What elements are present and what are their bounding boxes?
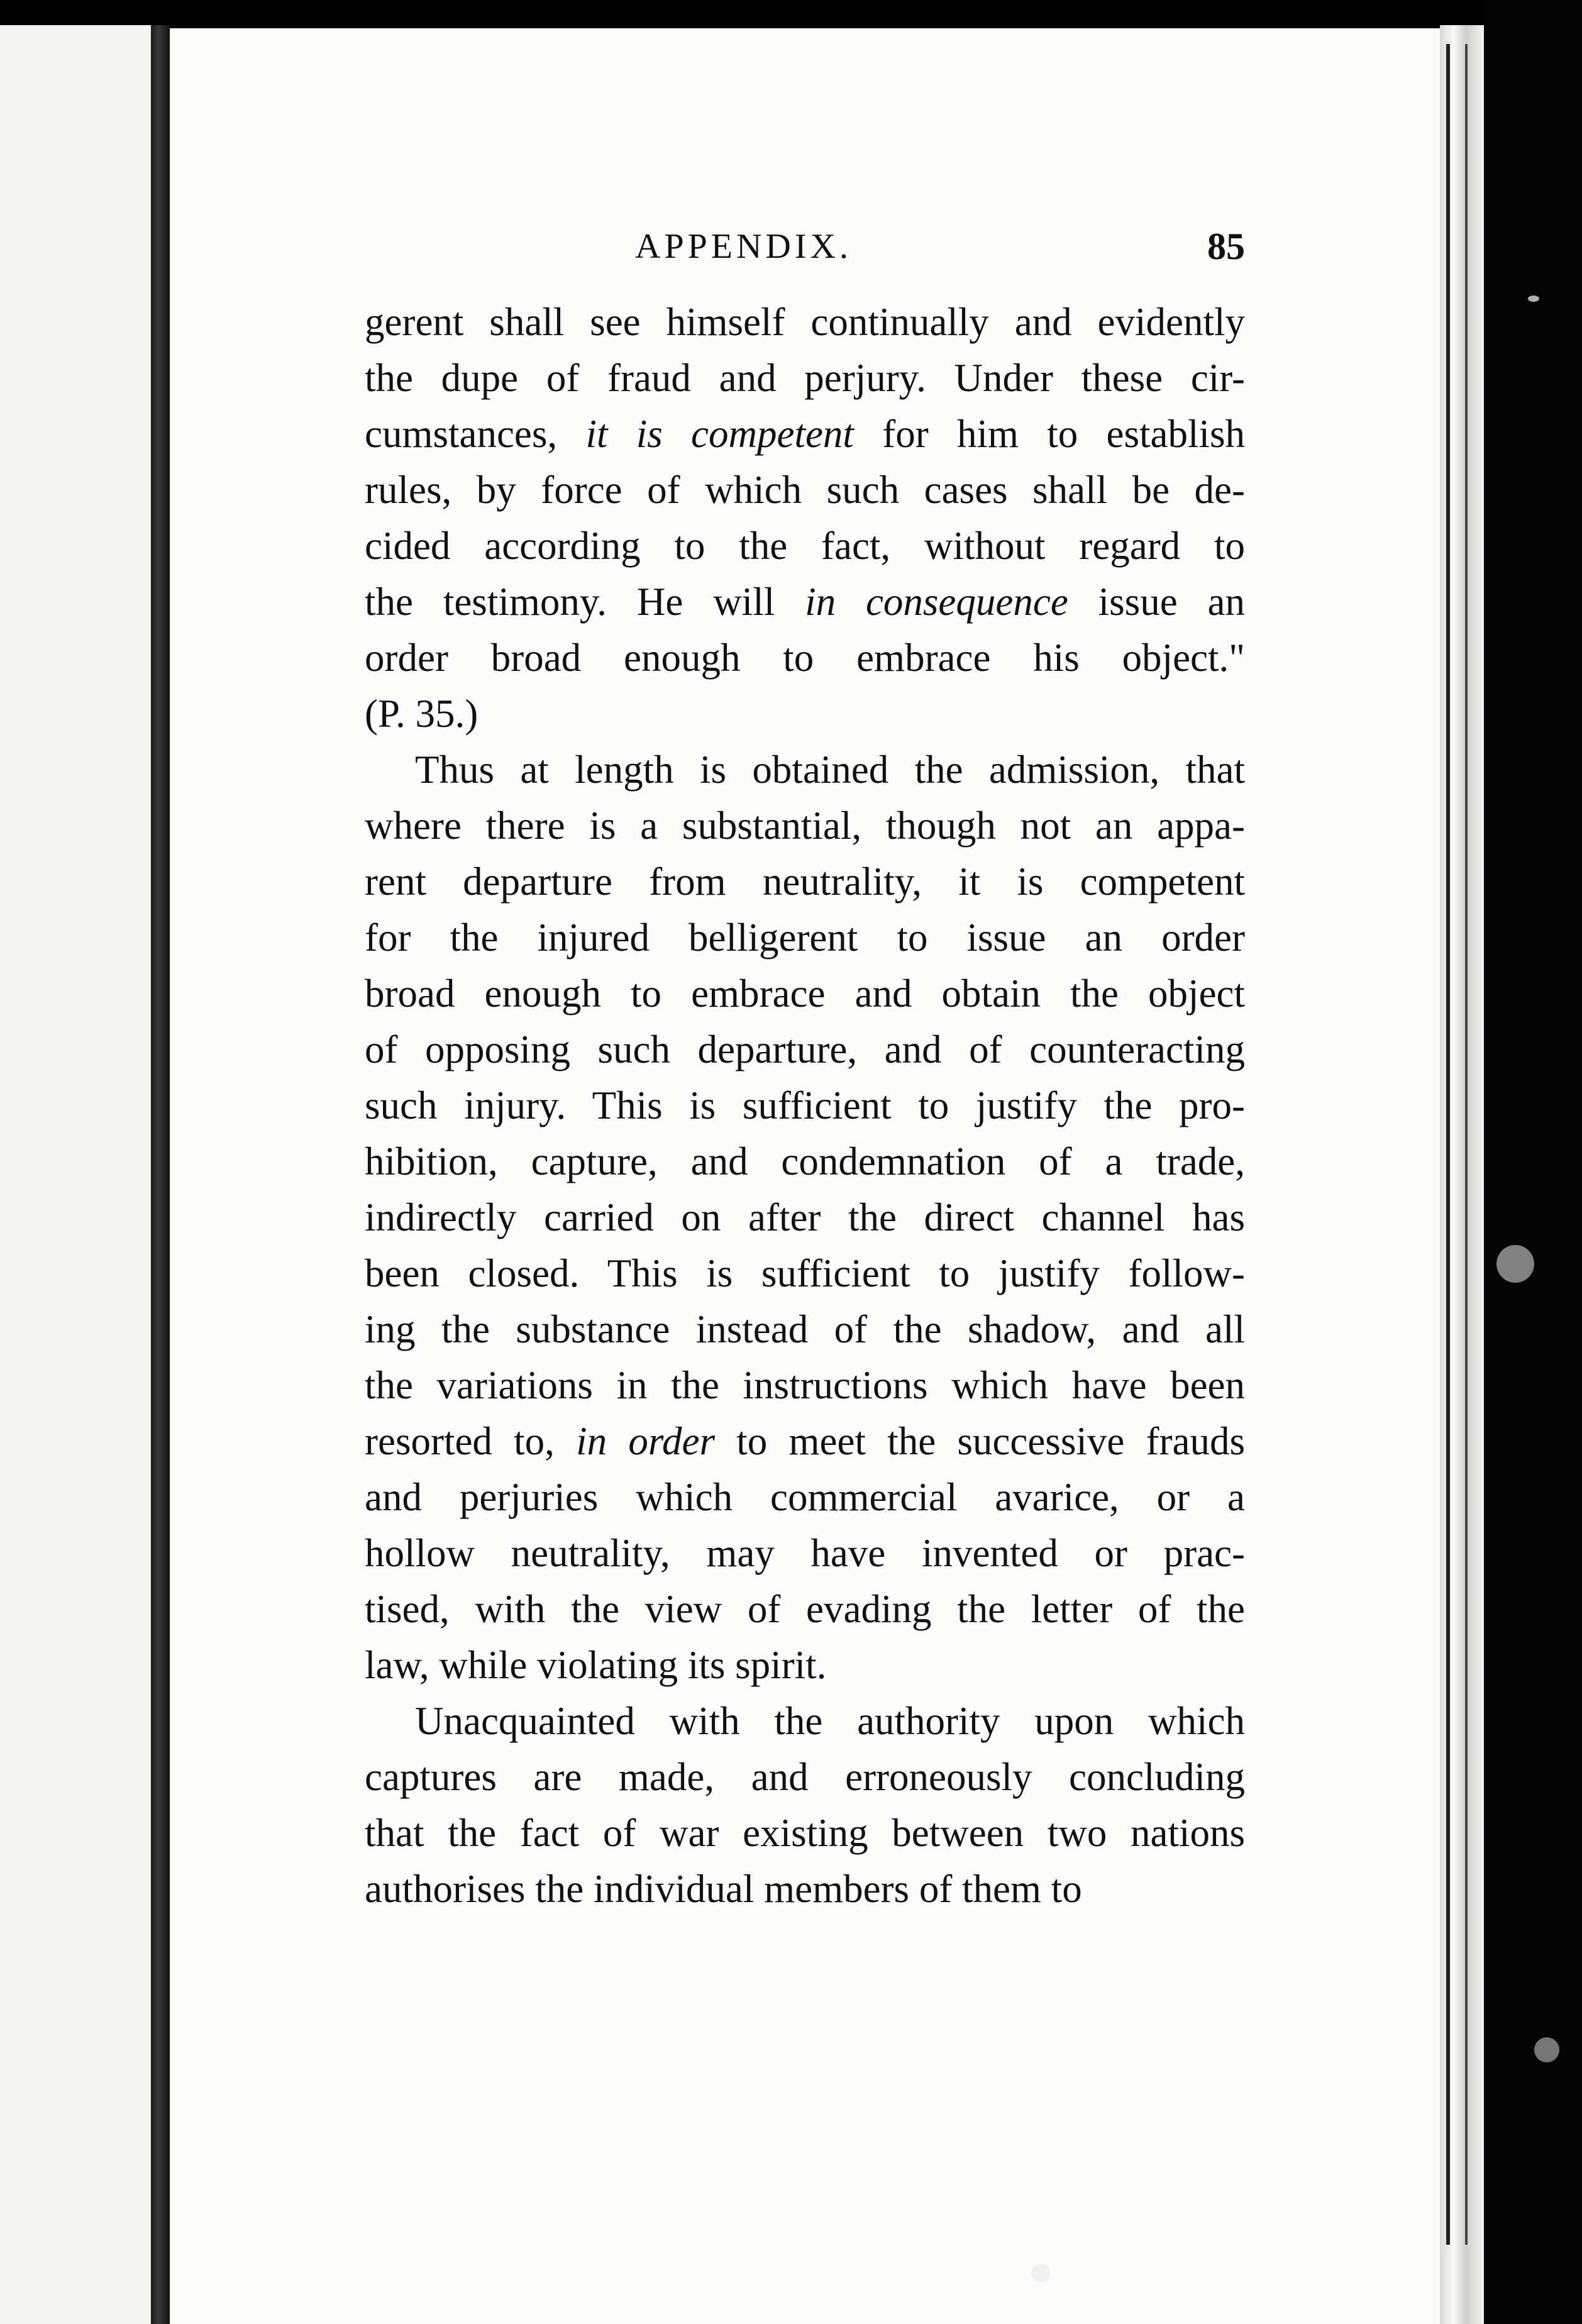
text-line: cided according to the fact, without regard to	[365, 524, 1245, 568]
text-line: cumstances, it is competent for him to establish	[365, 412, 1246, 456]
text-line: authorises the individual members of them to	[365, 1867, 1082, 1911]
text-line: where there is a substantial, though not an appa-	[365, 804, 1245, 848]
text-line: gerent shall see himself continually and evidently	[365, 300, 1245, 344]
text-line: and perjuries which commercial avarice, or a	[365, 1475, 1245, 1519]
text-line: the testimony. He will in consequence issue an	[365, 580, 1245, 624]
text-line: indirectly carried on after the direct channel has	[365, 1195, 1245, 1239]
text-line: ing the substance instead of the shadow, and all	[365, 1307, 1245, 1351]
text-line: resorted to, in order to meet the successive frauds	[365, 1419, 1245, 1463]
italic-phrase: in order	[576, 1419, 716, 1463]
text-line: hibition, capture, and condemnation of a trade,	[365, 1139, 1245, 1183]
text-line: (P. 35.)	[365, 692, 478, 736]
text-line: Thus at length is obtained the admission, that	[415, 748, 1245, 792]
dust-speck	[1534, 2037, 1559, 2062]
text-line: the dupe of fraud and perjury. Under these cir-	[365, 356, 1245, 400]
running-head	[365, 221, 1245, 272]
text-line: for the injured belligerent to issue an order	[365, 916, 1245, 960]
text-line: Unacquainted with the authority upon which	[415, 1699, 1245, 1743]
italic-phrase: in consequence	[805, 580, 1068, 624]
italic-phrase: it is competent	[585, 412, 854, 456]
running-head-title: APPENDIX.	[635, 227, 852, 266]
text-line: rules, by force of which such cases shall be de-	[365, 468, 1245, 512]
text-line: been closed. This is sufficient to justify follow-	[365, 1251, 1245, 1295]
page-number: 85	[1207, 226, 1245, 267]
text-line: law, while violating its spirit.	[365, 1643, 827, 1687]
text-line: such injury. This is sufficient to justify the pro-	[365, 1083, 1245, 1127]
dust-speck	[1528, 296, 1539, 302]
text-line: captures are made, and erroneously concluding	[365, 1755, 1245, 1799]
text-line: tised, with the view of evading the letter of the	[365, 1587, 1245, 1631]
dust-speck	[1031, 2264, 1050, 2282]
text-line: that the fact of war existing between two nations	[365, 1811, 1245, 1855]
page-edge-shadow	[1446, 44, 1450, 2245]
facing-page-edge	[0, 25, 151, 2324]
text-line: broad enough to embrace and obtain the object	[365, 971, 1245, 1015]
text-line: the variations in the instructions which have been	[365, 1363, 1245, 1407]
dust-speck	[1496, 1245, 1534, 1283]
book-gutter	[151, 25, 170, 2324]
page-edge-shadow-secondary	[1465, 44, 1468, 2245]
scan-margin-right	[1484, 0, 1582, 2324]
text-line: rent departure from neutrality, it is competent	[365, 860, 1245, 904]
text-line: of opposing such departure, and of counteracting	[365, 1027, 1245, 1071]
body-text	[365, 294, 1245, 1917]
text-line: hollow neutrality, may have invented or prac-	[365, 1531, 1245, 1575]
text-line: order broad enough to embrace his object."	[365, 636, 1245, 680]
